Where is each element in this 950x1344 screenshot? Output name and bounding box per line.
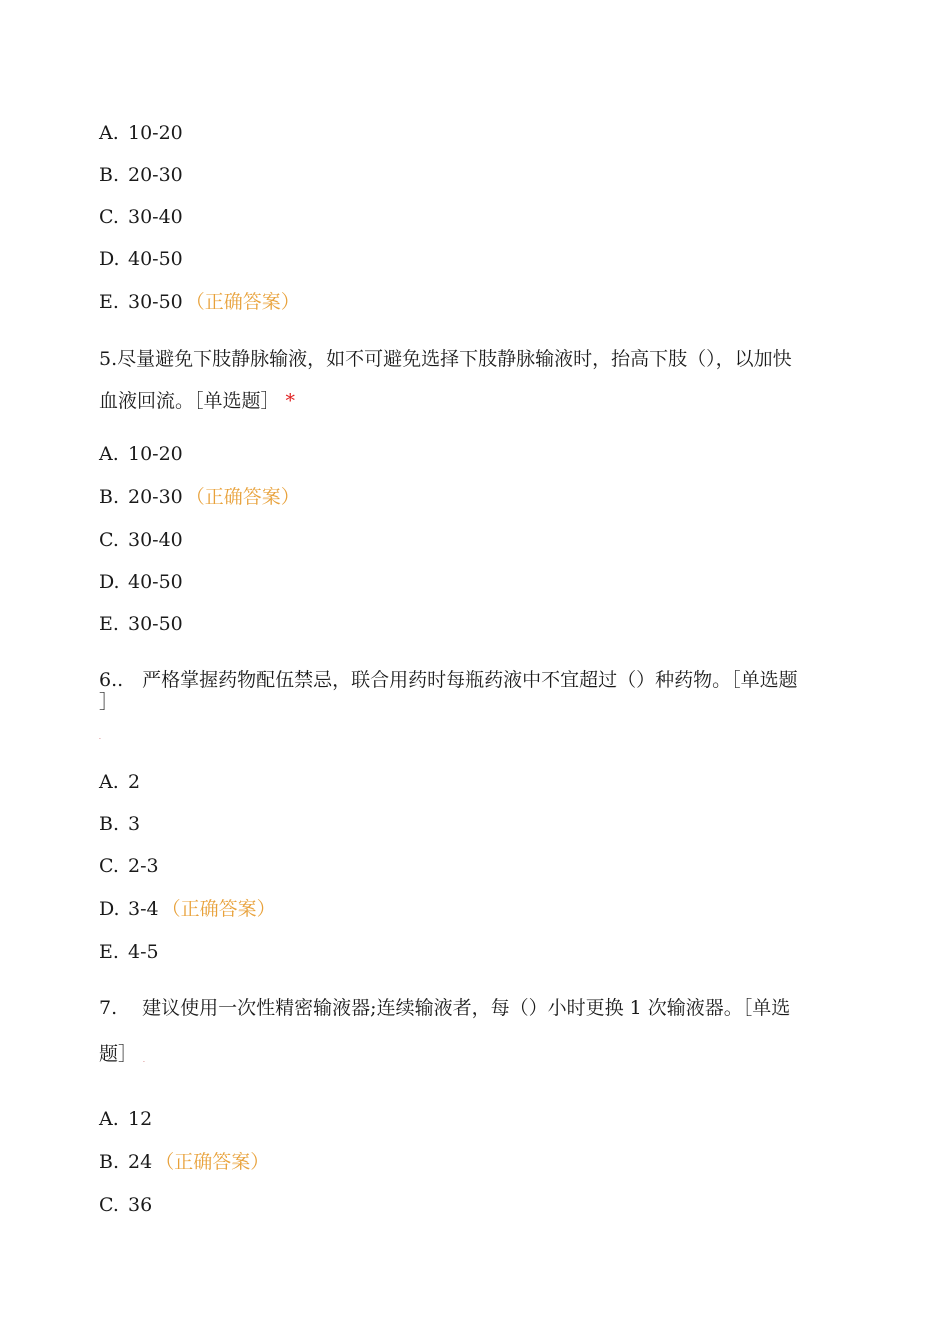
q5-option-a <box>99 442 183 466</box>
option-text: 20-30 <box>128 164 183 186</box>
option-letter: C. <box>99 529 119 551</box>
option-text: 10-20 <box>128 122 183 144</box>
option-letter: B. <box>99 1151 120 1173</box>
q6-option-a <box>99 770 140 794</box>
option-text: 20-30 <box>128 486 183 508</box>
correct-answer-label: （正确答案） <box>185 486 300 508</box>
question-text-line: 6.. 严格掌握药物配伍禁忌，联合用药时每瓶药液中不宜超过（）种药物。［单选题 <box>99 669 798 691</box>
question-text: 题］ <box>99 1043 138 1065</box>
q6-option-b <box>99 812 140 836</box>
required-mark: * <box>285 390 296 412</box>
option-text: 2 <box>128 771 141 793</box>
q4-option-e <box>99 290 300 314</box>
q6-option-e <box>99 940 159 964</box>
correct-answer-label: （正确答案） <box>185 291 300 313</box>
question-text-line: ］ <box>99 691 119 713</box>
option-text: 24 <box>128 1151 153 1173</box>
option-text: 3-4 <box>128 898 159 920</box>
option-letter: D. <box>99 248 120 270</box>
correct-answer-label: （正确答案） <box>161 898 276 920</box>
option-text: 36 <box>128 1194 153 1216</box>
option-letter: B. <box>99 164 120 186</box>
option-letter: A. <box>99 122 119 144</box>
option-text: 40-50 <box>128 248 183 270</box>
option-text: 10-20 <box>128 443 183 465</box>
option-letter: E. <box>99 613 119 635</box>
option-text: 3 <box>128 813 141 835</box>
q4-option-d <box>99 247 183 271</box>
q4-option-a <box>99 121 183 145</box>
question-text-line: 7. 建议使用一次性精密输液器;连续输液者，每（）小时更换 1 次输液器。［单选 <box>99 997 791 1019</box>
option-letter: E. <box>99 291 119 313</box>
q5-option-d <box>99 570 183 594</box>
stray-mark: . <box>99 734 101 741</box>
q4-option-c <box>99 205 183 229</box>
option-letter: D. <box>99 571 120 593</box>
option-text: 4-5 <box>128 941 159 963</box>
option-text: 12 <box>128 1108 153 1130</box>
q5-option-c <box>99 528 183 552</box>
question-text-line <box>99 1042 145 1071</box>
option-text: 30-50 <box>128 291 183 313</box>
option-letter: C. <box>99 1194 119 1216</box>
q4-option-b <box>99 163 183 187</box>
option-letter: E. <box>99 941 119 963</box>
option-letter: C. <box>99 206 119 228</box>
stray-mark: . <box>143 1057 145 1064</box>
q6-option-d <box>99 897 276 921</box>
q5-option-e <box>99 612 183 636</box>
question-text-line <box>99 389 295 413</box>
option-letter: B. <box>99 486 120 508</box>
option-letter: A. <box>99 443 119 465</box>
question-text: 血液回流。［单选题］ <box>99 390 280 412</box>
correct-answer-label: （正确答案） <box>155 1151 270 1173</box>
q7-option-a <box>99 1107 152 1131</box>
q5-option-b <box>99 485 300 509</box>
q7-option-c <box>99 1193 152 1217</box>
option-letter: A. <box>99 771 119 793</box>
q7-option-b <box>99 1150 269 1174</box>
option-text: 30-40 <box>128 529 183 551</box>
option-text: 30-40 <box>128 206 183 228</box>
option-text: 2-3 <box>128 855 159 877</box>
option-letter: C. <box>99 855 119 877</box>
question-text-line: 5.尽量避免下肢静脉输液，如不可避免选择下肢静脉输液时，抬高下肢（），以加快 <box>99 348 792 370</box>
option-text: 30-50 <box>128 613 183 635</box>
option-letter: A. <box>99 1108 119 1130</box>
q6-option-c <box>99 854 159 878</box>
option-letter: D. <box>99 898 120 920</box>
option-text: 40-50 <box>128 571 183 593</box>
option-letter: B. <box>99 813 120 835</box>
